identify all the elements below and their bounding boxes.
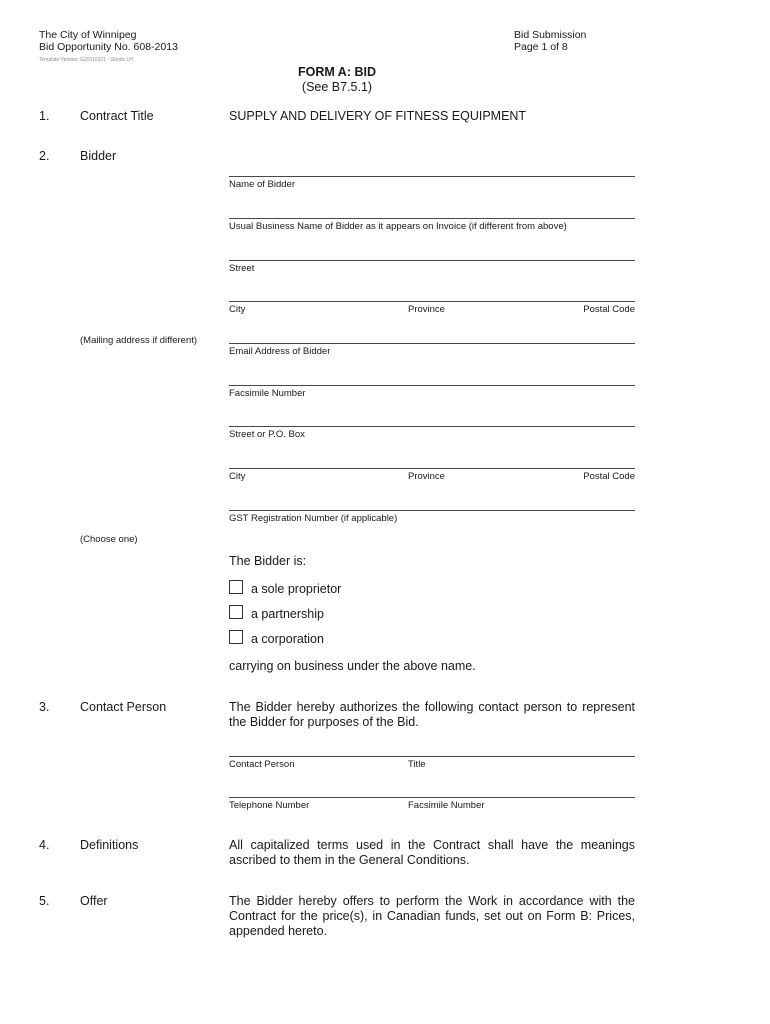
sole-proprietor-label: a sole proprietor — [251, 582, 342, 596]
mailing-province-caption: Province — [408, 471, 445, 482]
choose-one-note: (Choose one) — [80, 534, 138, 545]
partnership-checkbox[interactable] — [229, 605, 243, 619]
contact-person-caption: Contact Person — [229, 759, 295, 770]
title-caption: Title — [408, 759, 426, 770]
section-3-label: Contact Person — [80, 700, 167, 714]
header-template-version: Template Version: G20110321 - Goods LH — [39, 57, 133, 63]
city-province-postal-field[interactable] — [229, 301, 635, 302]
po-box-caption: Street or P.O. Box — [229, 429, 305, 440]
email-field[interactable] — [229, 343, 635, 344]
section-4-number: 4. — [39, 838, 50, 852]
form-title: FORM A: BID — [298, 65, 376, 79]
mailing-postal-code-caption: Postal Code — [583, 471, 635, 482]
section-2-number: 2. — [39, 149, 50, 163]
po-box-field[interactable] — [229, 426, 635, 427]
form-subtitle: (See B7.5.1) — [301, 80, 373, 94]
street-caption: Street — [229, 263, 255, 274]
contract-title-value: SUPPLY AND DELIVERY OF FITNESS EQUIPMENT — [229, 109, 527, 123]
email-caption: Email Address of Bidder — [229, 346, 331, 357]
postal-code-caption: Postal Code — [583, 304, 635, 315]
facsimile-field[interactable] — [229, 385, 635, 386]
name-of-bidder-caption: Name of Bidder — [229, 179, 296, 190]
section-4-label: Definitions — [80, 838, 139, 852]
gst-number-field[interactable] — [229, 510, 635, 511]
section-5-number: 5. — [39, 894, 50, 908]
definitions-text: All capitalized terms used in the Contract shall have the meanings ascribed to them in the General Conditions. — [229, 838, 635, 867]
usual-business-name-caption: Usual Business Name of Bidder as it appears on Invoice (if different from above) — [229, 221, 567, 232]
header-submission: Bid Submission — [514, 29, 587, 41]
carrying-on-business-text: carrying on business under the above name. — [229, 659, 476, 673]
header-bid-number: Bid Opportunity No. 608-2013 — [39, 41, 178, 53]
corporation-checkbox[interactable] — [229, 630, 243, 644]
mailing-city-province-postal-field[interactable] — [229, 468, 635, 469]
city-caption: City — [229, 304, 246, 315]
section-2-label: Bidder — [80, 149, 117, 163]
facsimile-caption: Facsimile Number — [229, 388, 306, 399]
contact-facsimile-caption: Facsimile Number — [408, 800, 485, 811]
name-of-bidder-field[interactable] — [229, 176, 635, 177]
gst-number-caption: GST Registration Number (if applicable) — [229, 513, 398, 524]
street-field[interactable] — [229, 260, 635, 261]
header-page-number: Page 1 of 8 — [514, 41, 568, 53]
section-1-label: Contract Title — [80, 109, 154, 123]
telephone-facsimile-field[interactable] — [229, 797, 635, 798]
mailing-city-caption: City — [229, 471, 246, 482]
section-1-number: 1. — [39, 109, 50, 123]
usual-business-name-field[interactable] — [229, 218, 635, 219]
telephone-caption: Telephone Number — [229, 800, 310, 811]
section-5-label: Offer — [80, 894, 108, 908]
bidder-is-label: The Bidder is: — [229, 554, 307, 568]
partnership-label: a partnership — [251, 607, 324, 621]
sole-proprietor-checkbox[interactable] — [229, 580, 243, 594]
province-caption: Province — [408, 304, 445, 315]
section-3-number: 3. — [39, 700, 50, 714]
contact-person-text: The Bidder hereby authorizes the following contact person to represent the Bidder for purposes of the Bid. — [229, 700, 635, 729]
contact-person-title-field[interactable] — [229, 756, 635, 757]
offer-text: The Bidder hereby offers to perform the Work in accordance with the Contract for the price(s), in Canadian funds, set out on Form B: Prices, appended hereto. — [229, 894, 635, 938]
mailing-address-note: (Mailing address if different) — [80, 335, 198, 346]
header-org: The City of Winnipeg — [39, 29, 137, 41]
corporation-label: a corporation — [251, 632, 324, 646]
